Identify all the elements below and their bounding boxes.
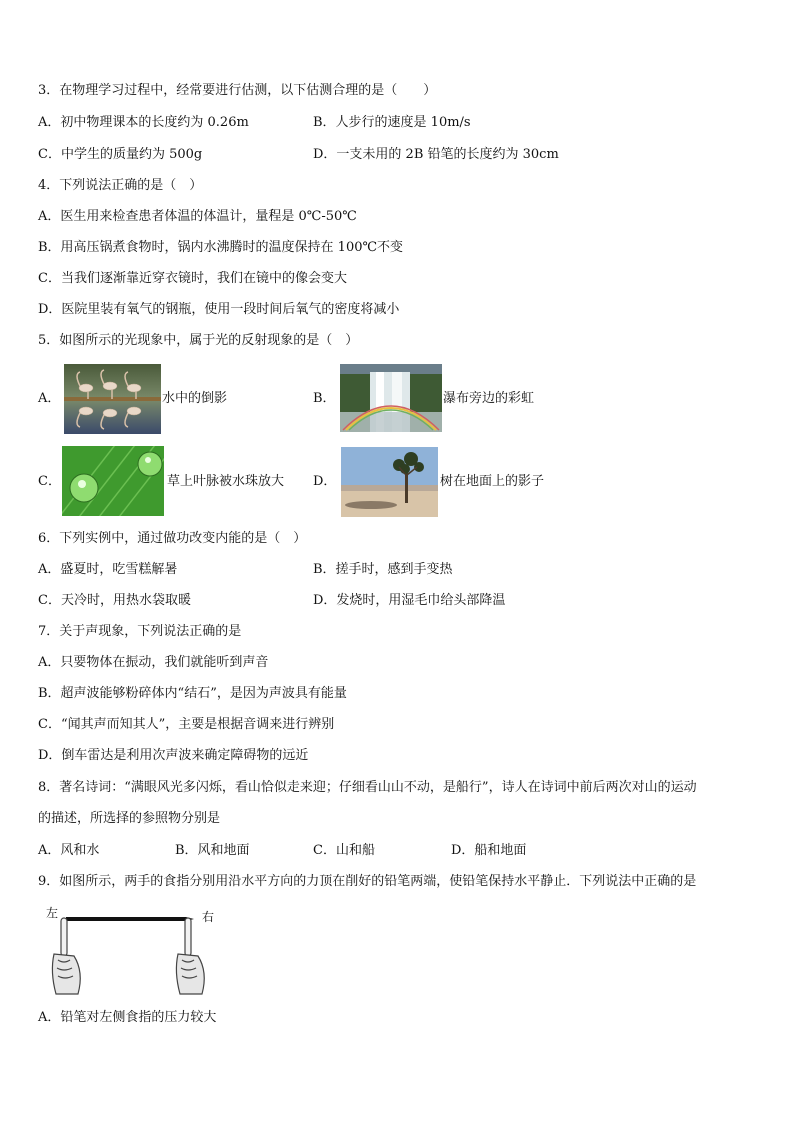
q3-stem: 3．在物理学习过程中，经常要进行估测，以下估测合理的是（ ） [38,83,437,98]
q4-stem: 4．下列说法正确的是（ ） [38,178,203,193]
water-droplet-leaf-image [62,446,164,516]
q4-option-c: C．当我们逐渐靠近穿衣镜时，我们在镜中的像会变大 [38,271,347,286]
q8-stem-line-1: 8．著名诗词：“满眼风光多闪烁，看山恰似走来迎；仔细看山山不动，是船行”，诗人在诗词中前后两次对山的运动 [38,780,697,795]
q5-option-b-letter: B． [313,391,336,406]
q4-option-a: A．医生用来检查患者体温的体温计，量程是 0℃-50℃ [38,209,357,224]
q6-option-c: C．天冷时，用热水袋取暖 [38,593,191,608]
tree-shadow-image [341,447,438,517]
q6-option-a: A．盛夏时，吃雪糕解暑 [38,562,178,577]
q7-option-d: D．倒车雷达是利用次声波来确定障碍物的远近 [38,748,309,763]
q3-option-a: A．初中物理课本的长度约为 0.26m [38,115,249,130]
q8-option-c: C．山和船 [313,843,375,858]
q5-option-d-letter: D． [313,474,337,489]
q5-stem: 5．如图所示的光现象中，属于光的反射现象的是（ ） [38,333,359,348]
q9-option-a: A．铅笔对左侧食指的压力较大 [38,1010,217,1025]
q8-option-a: A．风和水 [38,843,100,858]
flamingo-reflection-image [64,364,161,434]
right-label: 右 [202,910,215,924]
waterfall-rainbow-image [340,364,442,432]
q5-option-d-text: 树在地面上的影子 [440,474,545,489]
q5-option-c-text: 草上叶脉被水珠放大 [167,474,285,489]
q5-option-a-text: 水中的倒影 [162,391,228,406]
q7-stem: 7．关于声现象，下列说法正确的是 [38,624,242,639]
q3-option-b: B．人步行的速度是 10m/s [313,115,471,130]
q8-stem-line-2: 的描述，所选择的参照物分别是 [38,811,221,826]
q7-option-b: B．超声波能够粉碎体内“结石”，是因为声波具有能量 [38,686,347,701]
q5-option-b-text: 瀑布旁边的彩虹 [443,391,535,406]
q4-option-d: D．医院里装有氧气的钢瓶，使用一段时间后氧气的密度将减小 [38,302,400,317]
q6-stem: 6．下列实例中，通过做功改变内能的是（ ） [38,531,307,546]
left-label: 左 [46,906,59,920]
q5-option-a-letter: A． [38,391,61,406]
q3-option-c: C．中学生的质量约为 500g [38,147,203,162]
pencil-between-fingers-figure [44,902,224,1000]
q8-option-b: B．风和地面 [175,843,250,858]
q4-option-b: B．用高压锅煮食物时，锅内水沸腾时的温度保持在 100℃不变 [38,240,404,255]
q7-option-a: A．只要物体在振动，我们就能听到声音 [38,655,269,670]
q3-option-d: D．一支未用的 2B 铅笔的长度约为 30cm [313,147,559,162]
q6-option-d: D．发烧时，用湿毛巾给头部降温 [313,593,506,608]
q6-option-b: B．搓手时，感到手变热 [313,562,453,577]
q9-stem: 9．如图所示，两手的食指分别用沿水平方向的力顶在削好的铅笔两端，使铅笔保持水平静止．下列说法中正确的是 [38,874,697,889]
q5-option-c-letter: C． [38,474,61,489]
q8-option-d: D．船和地面 [451,843,527,858]
q7-option-c: C．“闻其声而知其人”，主要是根据音调来进行辨别 [38,717,335,732]
